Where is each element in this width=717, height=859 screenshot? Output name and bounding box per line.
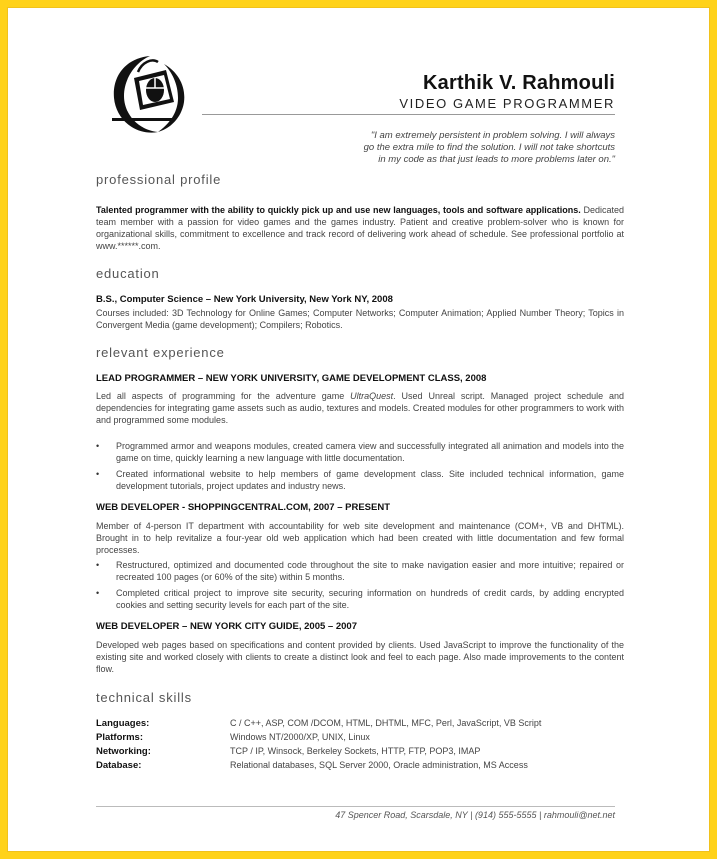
job-description: Developed web pages based on specifications and content provided by clients. Used JavaScript to improve the functionality of the existing site and worked closely with clients to create a distinct look and feel to each page. Also made improvements to the content flow. — [96, 640, 624, 674]
list-item: • Programmed armor and weapons modules, created camera view and successfully integrated all animation and models into the game on time, quickly learning a new language with little documentation. — [96, 440, 624, 464]
game-title: UltraQuest — [350, 391, 394, 401]
section-title-experience: relevant experience — [96, 345, 225, 360]
section-title-skills: technical skills — [96, 690, 192, 705]
quote-line: in my code as that just leads to more problems later on." — [378, 154, 615, 165]
quote-line: go the extra mile to find the solution. I will not take shortcuts — [363, 142, 615, 153]
job-heading: WEB DEVELOPER - SHOPPINGCENTRAL.COM, 2007 – PRESENT — [96, 502, 391, 513]
skill-row — [96, 760, 541, 774]
profile-body: Dedicated team member with a passion for video games and the games industry. Patient and creative problem-solver who is known for organizational skills, commitment to excellence and track record of delivering work ahead of schedule. See professional portfolio at www.******.com. — [96, 205, 624, 251]
contact-footer: 47 Spencer Road, Scarsdale, NY | (914) 555-5555 | rahmouli@net.net — [335, 810, 615, 820]
job-heading: WEB DEVELOPER – NEW YORK CITY GUIDE, 2005 – 2007 — [96, 621, 357, 632]
skill-row — [96, 746, 541, 760]
list-item: • Restructured, optimized and documented code throughout the site to make navigation easier and more intuitive; repaired or recreated 100 pages (or 60% of the site) within 5 months. — [96, 559, 624, 583]
job-description-part: Led all aspects of programming for the adventure game — [96, 391, 351, 401]
degree-heading: B.S., Computer Science – New York University, New York NY, 2008 — [96, 294, 393, 305]
skill-row — [96, 718, 541, 732]
personal-quote — [255, 130, 615, 166]
job-bullets — [96, 440, 624, 496]
list-item: • Completed critical project to improve site security, securing information on hundreds of credit cards, by adding encrypted cookies and setting security levels for each part of the site. — [96, 587, 624, 611]
job-description: Member of 4-person IT department with accountability for web site development and maintenance (COM+, VB and DHTML). Brought in to help revitalize a four-year old web application which had been created with little documentation and few formal processes. — [96, 521, 624, 555]
quote-line: "I am extremely persistent in problem solving. I will always — [370, 130, 615, 141]
resume-page — [7, 7, 710, 852]
skill-row — [96, 732, 541, 746]
skill-label: Networking: — [96, 746, 151, 757]
candidate-name: Karthik V. Rahmouli — [423, 72, 615, 94]
footer-divider — [96, 806, 615, 807]
skill-label: Database: — [96, 760, 142, 771]
job-description — [96, 390, 624, 426]
skill-label: Languages: — [96, 718, 150, 729]
job-title: VIDEO GAME PROGRAMMER — [399, 96, 615, 111]
skill-value: C / C++, ASP, COM /DCOM, HTML, DHTML, MFC, Perl, JavaScript, VB Script — [230, 718, 542, 728]
skill-value: Relational databases, SQL Server 2000, Oracle administration, MS Access — [230, 760, 528, 770]
skill-label: Platforms: — [96, 732, 143, 743]
profile-lead: Talented programmer with the ability to quickly pick up and use new languages, tools and software applications. — [96, 205, 581, 215]
skills-table — [96, 718, 541, 774]
job-heading: LEAD PROGRAMMER – NEW YORK UNIVERSITY, GAME DEVELOPMENT CLASS, 2008 — [96, 373, 487, 384]
courses-text: Courses included: 3D Technology for Online Games; Computer Networks; Computer Animation; Applied Number Theory; Topics in Convergent Media (game development); Compilers; Robotics. — [96, 308, 624, 330]
section-title-profile: professional profile — [96, 172, 222, 187]
profile-text — [96, 204, 624, 252]
job-description-part: . Used Unreal script. Managed project schedule and dependencies for integrating game assets such as audio, textures and models. Created modules for other programmers to work with and programmed some modules. — [96, 391, 624, 425]
header-divider — [202, 114, 615, 115]
skill-value: TCP / IP, Winsock, Berkeley Sockets, HTTP, FTP, POP3, IMAP — [230, 746, 481, 756]
list-item: • Created informational website to help members of game development class. Site included technical information, game development tutorials, project updates and industry news. — [96, 468, 624, 492]
skill-value: Windows NT/2000/XP, UNIX, Linux — [230, 732, 370, 742]
computer-mouse-logo-icon — [108, 52, 192, 138]
job-bullets — [96, 559, 624, 615]
section-title-education: education — [96, 266, 160, 281]
